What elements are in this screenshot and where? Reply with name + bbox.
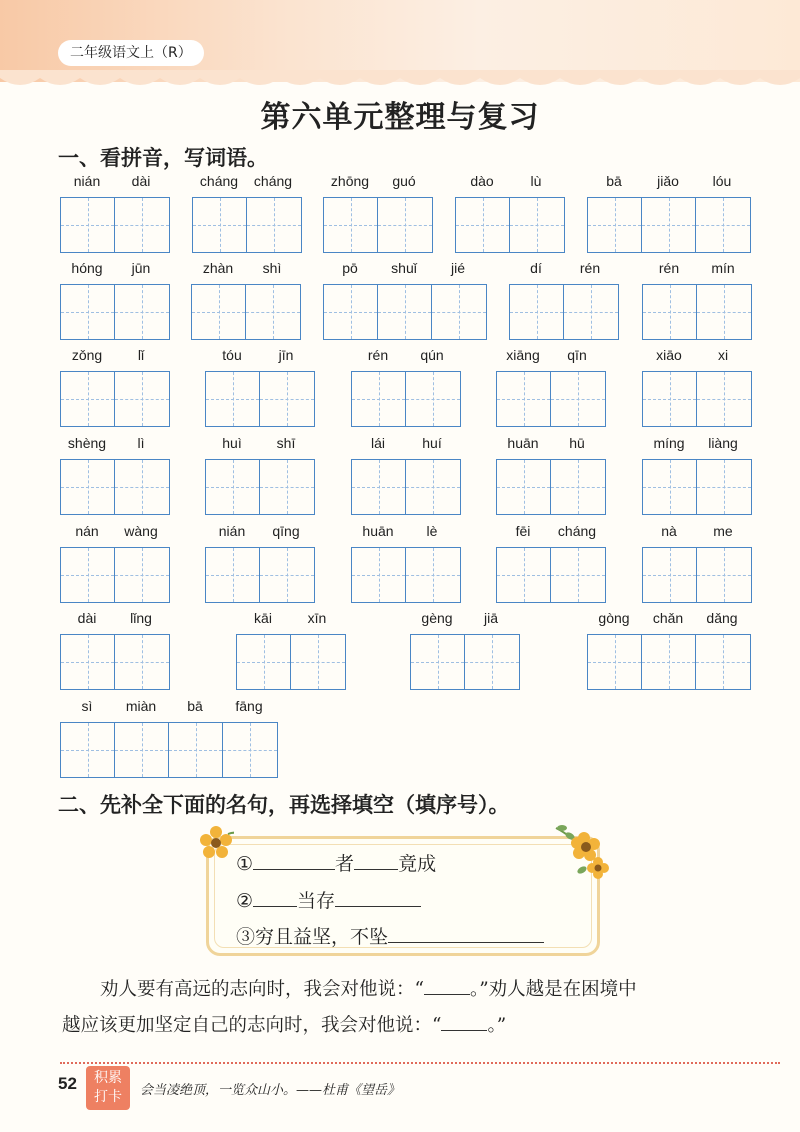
writing-grid[interactable] bbox=[496, 459, 606, 515]
fill-paragraph-2: 越应该更加坚定自己的志向时，我会对他说：“ 。” bbox=[62, 1008, 752, 1044]
pinyin-syllable: huān bbox=[507, 435, 539, 451]
tian-zi-ge-cell[interactable] bbox=[115, 372, 169, 426]
footer-quote: 会当凌绝顶，一览众山小。——杜甫《望岳》 bbox=[140, 1083, 401, 1098]
tian-zi-ge-cell[interactable] bbox=[61, 723, 115, 777]
tian-zi-ge-cell[interactable] bbox=[115, 723, 169, 777]
writing-grid[interactable] bbox=[587, 197, 751, 253]
pinyin-syllable: zhàn bbox=[202, 260, 234, 276]
blank[interactable] bbox=[253, 851, 335, 870]
section2-heading: 二、先补全下面的名句，再选择填空（填序号）。 bbox=[58, 793, 510, 817]
banner-scallop bbox=[0, 70, 800, 94]
tian-zi-ge-cell[interactable] bbox=[193, 198, 247, 252]
pinyin-syllable: cháng bbox=[199, 173, 239, 189]
pinyin-syllable: wàng bbox=[124, 523, 158, 539]
tian-zi-ge-cell[interactable] bbox=[588, 635, 642, 689]
writing-grid[interactable] bbox=[205, 459, 315, 515]
flower-icon bbox=[198, 824, 234, 860]
pinyin-syllable: zǒng bbox=[71, 347, 103, 363]
tian-zi-ge-cell[interactable] bbox=[465, 635, 519, 689]
pinyin-syllable: lì bbox=[137, 435, 145, 451]
tian-zi-ge-cell[interactable] bbox=[406, 372, 460, 426]
pinyin-syllable: qún bbox=[420, 347, 444, 363]
writing-grid[interactable] bbox=[60, 634, 170, 690]
tian-zi-ge-cell[interactable] bbox=[697, 285, 751, 339]
section1-heading: 一、看拼音，写词语。 bbox=[58, 146, 268, 170]
writing-grid[interactable] bbox=[642, 459, 752, 515]
tian-zi-ge-cell[interactable] bbox=[551, 460, 605, 514]
pinyin-syllable: zhōng bbox=[330, 173, 370, 189]
writing-grid[interactable] bbox=[323, 284, 487, 340]
pinyin-syllable: lè bbox=[426, 523, 438, 539]
pinyin-syllable: cháng bbox=[557, 523, 597, 539]
pinyin-syllable: nán bbox=[75, 523, 99, 539]
footer-divider bbox=[60, 1062, 780, 1064]
pinyin-syllable: bā bbox=[606, 173, 622, 189]
writing-grid[interactable] bbox=[642, 371, 752, 427]
tian-zi-ge-cell[interactable] bbox=[588, 198, 642, 252]
pinyin-syllable: dǎng bbox=[706, 610, 738, 626]
tian-zi-ge-cell[interactable] bbox=[352, 548, 406, 602]
tian-zi-ge-cell[interactable] bbox=[697, 548, 751, 602]
pinyin-syllable: rén bbox=[579, 260, 601, 276]
pinyin-syllable: dài bbox=[131, 173, 151, 189]
tian-zi-ge-cell[interactable] bbox=[61, 460, 115, 514]
tian-zi-ge-cell[interactable] bbox=[643, 460, 697, 514]
tian-zi-ge-cell[interactable] bbox=[192, 285, 246, 339]
tian-zi-ge-cell[interactable] bbox=[697, 372, 751, 426]
accumulate-badge: 积累 打卡 bbox=[86, 1066, 130, 1110]
pinyin-syllable: miàn bbox=[125, 698, 157, 714]
pinyin-syllable: guó bbox=[392, 173, 416, 189]
tian-zi-ge-cell[interactable] bbox=[115, 635, 169, 689]
tian-zi-ge-cell[interactable] bbox=[411, 635, 465, 689]
book-tag: 二年级语文上（R） bbox=[58, 40, 204, 66]
answer-blank[interactable] bbox=[424, 976, 470, 995]
writing-grid[interactable] bbox=[351, 547, 461, 603]
tian-zi-ge-cell[interactable] bbox=[643, 548, 697, 602]
blank[interactable] bbox=[388, 924, 544, 943]
pinyin-syllable: xīn bbox=[307, 610, 327, 626]
writing-grid[interactable] bbox=[205, 371, 315, 427]
tian-zi-ge-cell[interactable] bbox=[61, 285, 115, 339]
tian-zi-ge-cell[interactable] bbox=[497, 372, 551, 426]
writing-grid[interactable] bbox=[351, 459, 461, 515]
tian-zi-ge-cell[interactable] bbox=[456, 198, 510, 252]
writing-grid[interactable] bbox=[351, 371, 461, 427]
pinyin-syllable: qīng bbox=[272, 523, 300, 539]
tian-zi-ge-cell[interactable] bbox=[696, 198, 750, 252]
tian-zi-ge-cell[interactable] bbox=[206, 460, 260, 514]
writing-grid[interactable] bbox=[587, 634, 751, 690]
tian-zi-ge-cell[interactable] bbox=[643, 372, 697, 426]
tian-zi-ge-cell[interactable] bbox=[642, 635, 696, 689]
blank[interactable] bbox=[335, 888, 421, 907]
pinyin-syllable: gèng bbox=[421, 610, 453, 626]
writing-grid[interactable] bbox=[60, 371, 170, 427]
tian-zi-ge-cell[interactable] bbox=[551, 372, 605, 426]
pinyin-syllable: liàng bbox=[708, 435, 738, 451]
tian-zi-ge-cell[interactable] bbox=[497, 460, 551, 514]
pinyin-syllable: chǎn bbox=[652, 610, 684, 626]
tian-zi-ge-cell[interactable] bbox=[206, 548, 260, 602]
pinyin-syllable: jiā bbox=[483, 610, 499, 626]
pinyin-syllable: sì bbox=[81, 698, 93, 714]
pinyin-syllable: jié bbox=[450, 260, 466, 276]
writing-grid[interactable] bbox=[642, 284, 752, 340]
tian-zi-ge-cell[interactable] bbox=[564, 285, 618, 339]
tian-zi-ge-cell[interactable] bbox=[324, 198, 378, 252]
pinyin-syllable: kāi bbox=[254, 610, 272, 626]
tian-zi-ge-cell[interactable] bbox=[510, 285, 564, 339]
pinyin-syllable: dào bbox=[470, 173, 494, 189]
writing-grid[interactable] bbox=[410, 634, 520, 690]
tian-zi-ge-cell[interactable] bbox=[697, 460, 751, 514]
blank[interactable] bbox=[253, 888, 297, 907]
writing-grid[interactable] bbox=[60, 197, 170, 253]
pinyin-syllable: shì bbox=[262, 260, 282, 276]
tian-zi-ge-cell[interactable] bbox=[510, 198, 564, 252]
pinyin-syllable: lái bbox=[370, 435, 386, 451]
pinyin-syllable: jīn bbox=[278, 347, 294, 363]
tian-zi-ge-cell[interactable] bbox=[247, 198, 301, 252]
pinyin-syllable: nián bbox=[73, 173, 101, 189]
writing-grid[interactable] bbox=[192, 197, 302, 253]
tian-zi-ge-cell[interactable] bbox=[61, 548, 115, 602]
page-number: 52 bbox=[58, 1074, 77, 1093]
pinyin-syllable: cháng bbox=[253, 173, 293, 189]
writing-grid[interactable] bbox=[323, 197, 433, 253]
quote-line-1: ① 者 竟成 bbox=[236, 853, 437, 875]
pinyin-syllable: nián bbox=[218, 523, 246, 539]
writing-grid[interactable] bbox=[60, 722, 278, 778]
writing-grid[interactable] bbox=[60, 547, 170, 603]
writing-grid[interactable] bbox=[496, 371, 606, 427]
pinyin-syllable: míng bbox=[653, 435, 685, 451]
tian-zi-ge-cell[interactable] bbox=[352, 460, 406, 514]
blank[interactable] bbox=[354, 851, 398, 870]
tian-zi-ge-cell[interactable] bbox=[260, 372, 314, 426]
tian-zi-ge-cell[interactable] bbox=[324, 285, 378, 339]
tian-zi-ge-cell[interactable] bbox=[115, 548, 169, 602]
tian-zi-ge-cell[interactable] bbox=[432, 285, 486, 339]
tian-zi-ge-cell[interactable] bbox=[206, 372, 260, 426]
tian-zi-ge-cell[interactable] bbox=[378, 285, 432, 339]
pinyin-syllable: jūn bbox=[131, 260, 151, 276]
pinyin-syllable: lǐ bbox=[137, 347, 145, 363]
tian-zi-ge-cell[interactable] bbox=[406, 548, 460, 602]
tian-zi-ge-cell[interactable] bbox=[352, 372, 406, 426]
flower-cluster-icon bbox=[552, 822, 610, 880]
writing-grid[interactable] bbox=[60, 284, 170, 340]
writing-grid[interactable] bbox=[191, 284, 301, 340]
pinyin-syllable: lǐng bbox=[130, 610, 152, 626]
pinyin-syllable: hū bbox=[569, 435, 585, 451]
pinyin-syllable: mín bbox=[711, 260, 735, 276]
pinyin-syllable: hóng bbox=[71, 260, 103, 276]
tian-zi-ge-cell[interactable] bbox=[696, 635, 750, 689]
writing-grid[interactable] bbox=[496, 547, 606, 603]
pinyin-syllable: rén bbox=[658, 260, 680, 276]
tian-zi-ge-cell[interactable] bbox=[406, 460, 460, 514]
tian-zi-ge-cell[interactable] bbox=[497, 548, 551, 602]
pinyin-syllable: qīn bbox=[567, 347, 587, 363]
pinyin-syllable: dí bbox=[530, 260, 542, 276]
quote-line-3: ③穷且益坚，不坠 bbox=[236, 922, 544, 949]
tian-zi-ge-cell[interactable] bbox=[61, 372, 115, 426]
pinyin-syllable: fēi bbox=[515, 523, 531, 539]
quote-line-2: ② 当存 bbox=[236, 886, 421, 913]
pinyin-syllable: xiāo bbox=[656, 347, 682, 363]
pinyin-syllable: fāng bbox=[235, 698, 263, 714]
answer-blank[interactable] bbox=[441, 1012, 487, 1031]
tian-zi-ge-cell[interactable] bbox=[61, 635, 115, 689]
pinyin-syllable: shuǐ bbox=[391, 260, 417, 276]
pinyin-syllable: tóu bbox=[222, 347, 242, 363]
pinyin-syllable: me bbox=[713, 523, 733, 539]
tian-zi-ge-cell[interactable] bbox=[246, 285, 300, 339]
pinyin-syllable: huí bbox=[422, 435, 442, 451]
pinyin-syllable: gòng bbox=[598, 610, 630, 626]
pinyin-syllable: xiāng bbox=[506, 347, 540, 363]
writing-grid[interactable] bbox=[60, 459, 170, 515]
tian-zi-ge-cell[interactable] bbox=[642, 198, 696, 252]
pinyin-syllable: rén bbox=[367, 347, 389, 363]
tian-zi-ge-cell[interactable] bbox=[115, 198, 169, 252]
tian-zi-ge-cell[interactable] bbox=[115, 460, 169, 514]
writing-grid[interactable] bbox=[509, 284, 619, 340]
writing-grid[interactable] bbox=[205, 547, 315, 603]
tian-zi-ge-cell[interactable] bbox=[551, 548, 605, 602]
tian-zi-ge-cell[interactable] bbox=[260, 548, 314, 602]
writing-grid[interactable] bbox=[455, 197, 565, 253]
page-title: 第六单元整理与复习 bbox=[260, 100, 540, 135]
tian-zi-ge-cell[interactable] bbox=[223, 723, 277, 777]
tian-zi-ge-cell[interactable] bbox=[169, 723, 223, 777]
pinyin-syllable: lóu bbox=[712, 173, 732, 189]
tian-zi-ge-cell[interactable] bbox=[291, 635, 345, 689]
pinyin-syllable: bā bbox=[187, 698, 203, 714]
tian-zi-ge-cell[interactable] bbox=[237, 635, 291, 689]
tian-zi-ge-cell[interactable] bbox=[260, 460, 314, 514]
writing-grid[interactable] bbox=[236, 634, 346, 690]
tian-zi-ge-cell[interactable] bbox=[61, 198, 115, 252]
pinyin-syllable: jiǎo bbox=[657, 173, 679, 189]
pinyin-syllable: pō bbox=[342, 260, 358, 276]
pinyin-syllable: shèng bbox=[67, 435, 107, 451]
pinyin-syllable: xi bbox=[717, 347, 729, 363]
pinyin-syllable: huì bbox=[222, 435, 242, 451]
pinyin-syllable: shī bbox=[276, 435, 296, 451]
pinyin-syllable: lù bbox=[530, 173, 542, 189]
tian-zi-ge-cell[interactable] bbox=[643, 285, 697, 339]
tian-zi-ge-cell[interactable] bbox=[378, 198, 432, 252]
tian-zi-ge-cell[interactable] bbox=[115, 285, 169, 339]
pinyin-syllable: huān bbox=[362, 523, 394, 539]
pinyin-syllable: dài bbox=[77, 610, 97, 626]
fill-paragraph-1: 劝人要有高远的志向时，我会对他说：“ 。”劝人越是在困境中 bbox=[62, 972, 752, 1008]
writing-grid[interactable] bbox=[642, 547, 752, 603]
pinyin-syllable: nà bbox=[661, 523, 677, 539]
